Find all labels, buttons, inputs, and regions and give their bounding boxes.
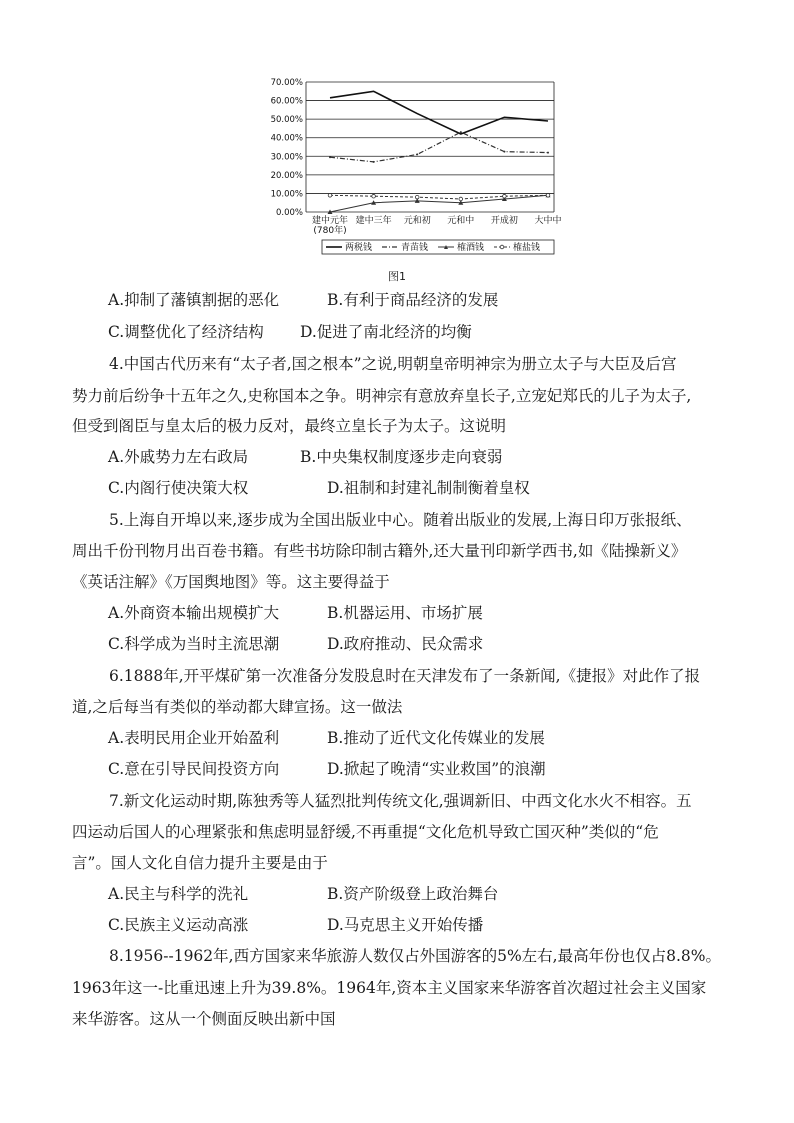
- tax-composition-line-chart: [262, 72, 562, 262]
- answer-option: C.内阁行使决策大权: [108, 479, 249, 497]
- answer-option: B.推动了近代文化传媒业的发展: [327, 729, 545, 747]
- x-tick-label: 元和初: [403, 216, 431, 226]
- legend-label: 两税钱: [345, 243, 373, 253]
- answer-option: C.调整优化了经济结构: [108, 323, 264, 341]
- question-line: 但受到阁臣与皇太后的极力反对，最终立皇长子为太子。这说明: [72, 417, 507, 435]
- answer-option: B.有利于商品经济的发展: [327, 291, 499, 309]
- data-point: [416, 153, 418, 155]
- question-line: 来华游客。这从一个侧面反映出新中国: [72, 1010, 336, 1028]
- question-line: 1963年这一-比重迅速上升为39.8%。1964年,资本主义国家来华游客首次超过社会主义国家: [72, 979, 707, 997]
- data-point: [415, 195, 419, 199]
- answer-option: D.马克思主义开始传播: [327, 916, 484, 934]
- x-tick-label: 开成初: [490, 216, 518, 226]
- question-line: 道,之后每当有类似的举动都大肆宣扬。这一做法: [72, 698, 403, 716]
- answer-option: B.机器运用、市场扩展: [327, 604, 483, 622]
- answer-option: C.民族主义运动高涨: [108, 916, 249, 934]
- question-line: 《英话注解》《万国舆地图》等。这主要得益于: [72, 573, 390, 591]
- data-point: [460, 131, 462, 133]
- legend-marker: [500, 245, 504, 249]
- data-point: [503, 151, 505, 153]
- legend-label: 榷酒钱: [457, 243, 485, 253]
- x-tick-label: 建中元年: [311, 216, 349, 226]
- answer-option: A.抑制了藩镇割据的恶化: [108, 291, 280, 309]
- data-point: [372, 194, 376, 198]
- data-point: [459, 197, 463, 201]
- question-line: 周出千份刊物月出百卷书籍。有些书坊除印制古籍外,还大量刊印新学西书,如《陆操新义》: [72, 542, 687, 560]
- y-tick-label: 60.00%: [270, 96, 303, 107]
- data-point: [547, 152, 549, 154]
- x-tick-label: 大中中: [534, 216, 562, 226]
- answer-option: A.表明民用企业开始盈利: [108, 729, 280, 747]
- question-line: 言”。国人文化自信力提升主要是由于: [72, 854, 328, 872]
- question-line: 8.1956--1962年,西方国家来华旅游人数仅占外国游客的5%左右,最高年份也仅占8.8%。: [109, 947, 721, 965]
- answer-option: C.科学成为当时主流思潮: [108, 635, 280, 653]
- figure-caption: 图1: [388, 270, 406, 283]
- answer-option: C.意在引导民间投资方向: [108, 760, 280, 778]
- y-tick-label: 20.00%: [270, 170, 303, 181]
- legend-label: 青苗钱: [401, 243, 429, 253]
- answer-option: D.祖制和封建礼制制衡着皇权: [327, 479, 530, 497]
- answer-option: A.外戚势力左右政局: [108, 448, 249, 466]
- x-tick-label: 建中三年: [355, 216, 392, 226]
- data-point: [546, 193, 550, 197]
- answer-option: D.促进了南北经济的均衡: [300, 323, 472, 341]
- question-line: 4.中国古代历来有“太子者,国之根本”之说,明朝皇帝明神宗为册立太子与大臣及后宫: [109, 355, 677, 373]
- x-tick-label: 元和中: [447, 216, 475, 226]
- data-point: [328, 193, 332, 197]
- answer-option: D.掀起了晚清“实业救国”的浪潮: [327, 760, 546, 778]
- series-line-1: [330, 91, 548, 134]
- question-line: 四运动后国人的心理紧张和焦虑明显舒缓,不再重提“文化危机导致亡国灭种”类似的“危: [72, 823, 659, 841]
- question-line: 6.1888年,开平煤矿第一次准备分发股息时在天津发布了一条新闻,《捷报》对此作了报: [109, 667, 701, 685]
- series-line-3: [330, 195, 548, 212]
- answer-option: A.外商资本输出规模扩大: [108, 604, 280, 622]
- y-tick-label: 50.00%: [270, 115, 303, 126]
- data-point: [503, 194, 507, 198]
- series-line-2: [330, 132, 548, 162]
- answer-option: A.民主与科学的洗礼: [108, 885, 249, 903]
- y-tick-label: 30.00%: [270, 152, 303, 163]
- y-tick-label: 70.00%: [270, 78, 303, 88]
- answer-option: D.政府推动、民众需求: [327, 635, 484, 653]
- question-line: 5.上海自开埠以来,逐步成为全国出版业中心。随着出版业的发展,上海日印万张报纸、: [109, 511, 692, 529]
- y-tick-label: 10.00%: [270, 189, 303, 200]
- data-point: [329, 156, 331, 158]
- y-tick-label: 0.00%: [275, 208, 303, 218]
- y-tick-label: 40.00%: [270, 133, 303, 144]
- data-point: [373, 161, 375, 163]
- answer-option: B.资产阶级登上政治舞台: [327, 885, 499, 903]
- answer-option: B.中央集权制度逐步走向衰弱: [300, 448, 503, 466]
- question-line: 7.新文化运动时期,陈独秀等人猛烈批判传统文化,强调新旧、中西文化水火不相容。五: [109, 792, 692, 810]
- x-tick-label: (780年): [313, 226, 347, 236]
- question-line: 势力前后纷争十五年之久,史称国本之争。明神宗有意放弃皇长子,立宠妃郑氏的儿子为太子,: [72, 387, 692, 405]
- legend-label: 榷盐钱: [513, 243, 541, 253]
